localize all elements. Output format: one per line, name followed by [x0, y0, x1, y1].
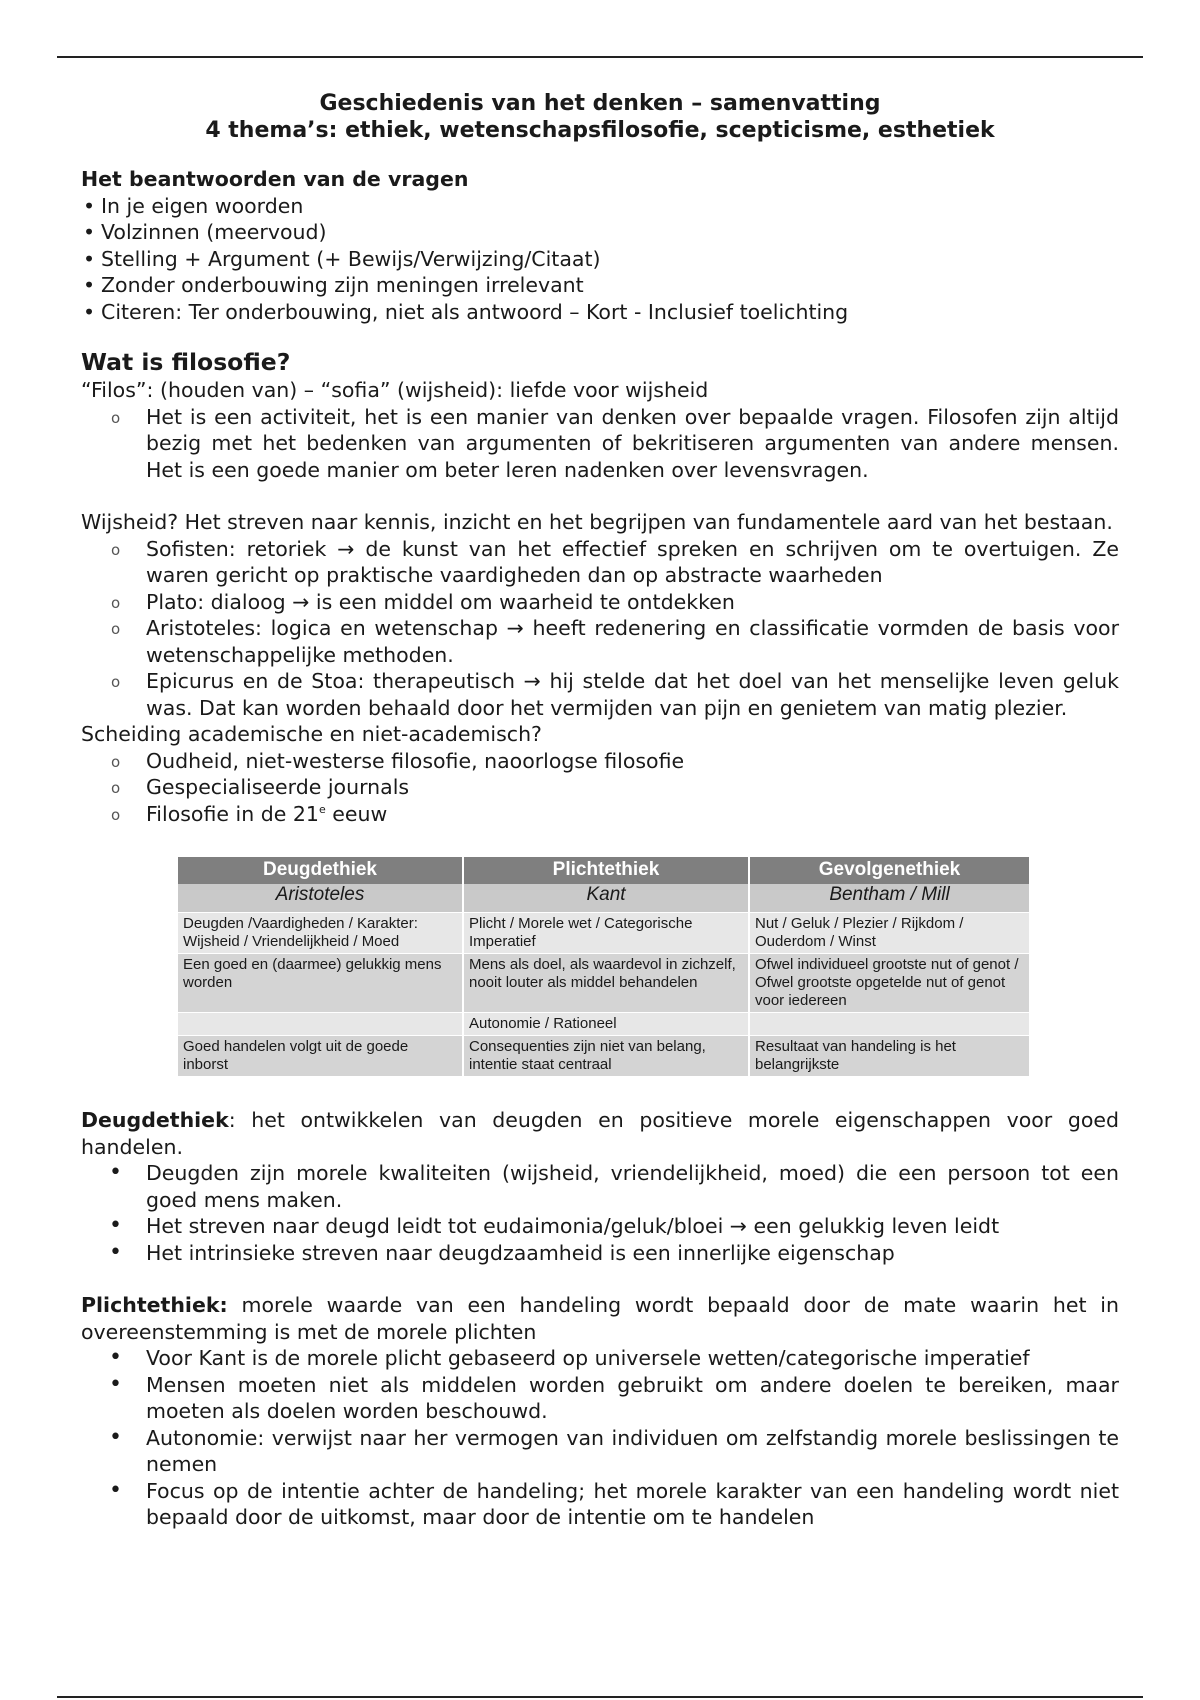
duty-paragraph — [81, 1292, 1119, 1345]
list-item: • Het streven naar deugd leidt tot eudaimonia/geluk/bloei → een gelukkig leven leidt — [81, 1213, 1119, 1240]
top-rule — [57, 56, 1143, 58]
virtue-paragraph — [81, 1107, 1119, 1160]
list-item: • Autonomie: verwijst naar her vermogen van individuen om zelfstandig morele beslissingen te nemen — [81, 1425, 1119, 1478]
list-item: • Focus op de intentie achter de handeling; het morele karakter van een handeling wordt niet bepaald door de uitkomst, maar door de intentie om te handelen — [81, 1478, 1119, 1531]
list-item: • Stelling + Argument (+ Bewijs/Verwijzing/Citaat) — [81, 246, 1119, 273]
document-page — [81, 90, 1119, 1531]
century-superscript: e — [318, 802, 326, 816]
wisdom-list — [81, 536, 1119, 722]
table-cell: Nut / Geluk / Plezier / Rijkdom / Ouderdom / Winst — [749, 913, 1030, 954]
table-cell: Goed handelen volgt uit de goede inborst — [178, 1036, 463, 1077]
list-item: • Volzinnen (meervoud) — [81, 219, 1119, 246]
table-cell: Aristoteles — [178, 884, 463, 913]
philosophy-intro: “Filos”: (houden van) – “sofia” (wijsheid): liefde voor wijsheid — [81, 378, 709, 402]
list-item: • Mensen moeten niet als middelen worden gebruikt om andere doelen te bereiken, maar moeten als doelen worden beschouwd. — [81, 1372, 1119, 1425]
title-block — [81, 90, 1119, 144]
list-item: • Deugden zijn morele kwaliteiten (wijsheid, vriendelijkheid, moed) die een persoon tot een goed mens maken. — [81, 1160, 1119, 1213]
list-item: • Het intrinsieke streven naar deugdzaamheid is een innerlijke eigenschap — [81, 1240, 1119, 1267]
bottom-rule — [57, 1696, 1143, 1698]
list-item: o Oudheid, niet-westerse filosofie, naoorlogse filosofie — [81, 748, 1119, 775]
virtue-list — [81, 1160, 1119, 1266]
table-cell: Autonomie / Rationeel — [463, 1013, 749, 1036]
separation-list — [81, 748, 1119, 828]
table-cell: Deugden /Vaardigheden / Karakter: Wijsheid / Vriendelijkheid / Moed — [178, 913, 463, 954]
virtue-definition: : het ontwikkelen van deugden en positieve morele eigenschappen voor goed handelen. — [81, 1108, 1119, 1159]
table-cell: Kant — [463, 884, 749, 913]
document-title: Geschiedenis van het denken – samenvatting — [319, 91, 881, 116]
list-item: • Zonder onderbouwing zijn meningen irrelevant — [81, 272, 1119, 299]
virtue-term: Deugdethiek — [81, 1108, 229, 1132]
wisdom-paragraph: Wijsheid? Het streven naar kennis, inzicht en het begrijpen van fundamentele aard van het bestaan. — [81, 510, 1113, 534]
philosophy-intro-list — [81, 404, 1119, 484]
duty-term: Plichtethiek: — [81, 1293, 228, 1317]
table-cell: Een goed en (daarmee) gelukkig mens worden — [178, 954, 463, 1013]
table-header: Deugdethiek — [178, 857, 463, 884]
table-cell: Ofwel individueel grootste nut of genot / Ofwel grootste opgetelde nut of genot voor iedereen — [749, 954, 1030, 1013]
table-cell: Resultaat van handeling is het belangrijkste — [749, 1036, 1030, 1077]
century-text: Filosofie in de 21 — [146, 801, 319, 826]
answering-list — [81, 193, 1119, 326]
list-item: o Gespecialiseerde journals — [81, 774, 1119, 801]
table-header: Plichtethiek — [463, 857, 749, 884]
list-item: o Het is een activiteit, het is een manier van denken over bepaalde vragen. Filosofen zijn altijd bezig met het bedenken van argumenten of bekritiseren argumenten van andere mensen. Het is een goede manier om beter leren nadenken over levensvragen. — [81, 404, 1119, 484]
list-item: o Aristoteles: logica en wetenschap → heeft redenering en classificatie vormden de basis voor wetenschappelijke methoden. — [81, 615, 1119, 668]
document-subtitle: 4 thema’s: ethiek, wetenschapsfilosofie, scepticisme, esthetiek — [205, 118, 995, 143]
philosophy-heading: Wat is filosofie? — [81, 348, 291, 376]
table-header: Gevolgenethiek — [749, 857, 1030, 884]
duty-definition: morele waarde van een handeling wordt bepaald door de mate waarin het in overeenstemming is met de morele plichten — [81, 1293, 1119, 1344]
list-item: o Plato: dialoog → is een middel om waarheid te ontdekken — [81, 589, 1119, 616]
duty-list — [81, 1345, 1119, 1531]
list-item: • In je eigen woorden — [81, 193, 1119, 220]
list-item: • Voor Kant is de morele plicht gebaseerd op universele wetten/categorische imperatief — [81, 1345, 1119, 1372]
table-cell: Mens als doel, als waardevol in zichzelf, nooit louter als middel behandelen — [463, 954, 749, 1013]
list-item: • Citeren: Ter onderbouwing, niet als antwoord – Kort - Inclusief toelichting — [81, 299, 1119, 326]
table-cell: Bentham / Mill — [749, 884, 1030, 913]
separation-paragraph: Scheiding academische en niet-academisch? — [81, 722, 542, 746]
table-cell — [749, 1013, 1030, 1036]
table-cell: Plicht / Morele wet / Categorische Imperatief — [463, 913, 749, 954]
century-suffix: eeuw — [325, 801, 388, 826]
list-item: o Sofisten: retoriek → de kunst van het effectief spreken en schrijven om te overtuigen. Ze waren gericht op praktische vaardigheden dan op abstracte waarheden — [81, 536, 1119, 589]
list-item — [81, 801, 1119, 828]
table-cell — [178, 1013, 463, 1036]
ethics-comparison-table — [178, 857, 1031, 1077]
list-item: o Epicurus en de Stoa: therapeutisch → hij stelde dat het doel van het menselijke leven geluk was. Dat kan worden behaald door het vermijden van pijn en genietem van matig plezier. — [81, 668, 1119, 721]
table-cell: Consequenties zijn niet van belang, intentie staat centraal — [463, 1036, 749, 1077]
answering-heading: Het beantwoorden van de vragen — [81, 167, 469, 191]
